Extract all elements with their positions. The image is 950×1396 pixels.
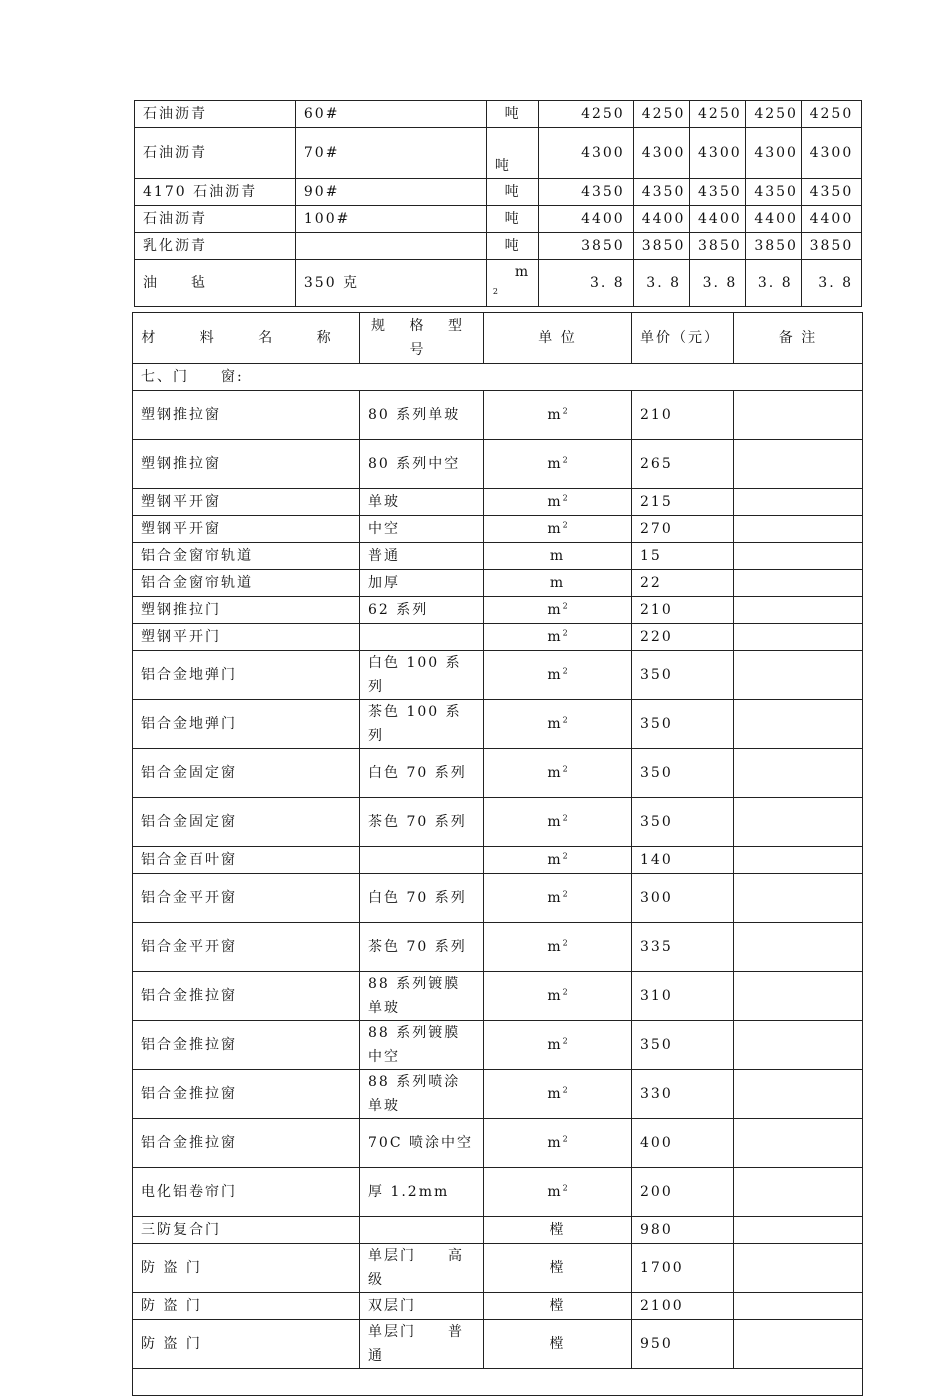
table-row: [133, 440, 863, 489]
material-unit: [484, 847, 632, 874]
material-unit: [484, 489, 632, 516]
material-unit: [484, 1217, 632, 1244]
unit-price: 400: [632, 1119, 734, 1168]
table-row: [133, 972, 863, 1021]
unit-price: 350: [632, 651, 734, 700]
material-name: 塑钢推拉窗: [133, 440, 360, 489]
unit-symbol: m: [547, 1184, 563, 1200]
price-value: 4250: [633, 101, 689, 128]
table-row: [133, 570, 863, 597]
material-name: 电化铝卷帘门: [133, 1168, 360, 1217]
material-spec: [360, 847, 484, 874]
material-spec: 88 系列镀膜中空: [360, 1021, 484, 1070]
price-value: 3850: [633, 233, 689, 260]
material-name: 铝合金推拉窗: [133, 972, 360, 1021]
price-value: 4250: [690, 101, 746, 128]
remark: [734, 1168, 863, 1217]
material-unit: [484, 1168, 632, 1217]
material-name: 铝合金推拉窗: [133, 1119, 360, 1168]
material-spec: 茶色 70 系列: [360, 798, 484, 847]
empty-row: [133, 1369, 863, 1396]
price-value: 4350: [633, 179, 689, 206]
price-value: 3. 8: [539, 260, 634, 307]
material-name: 油 毡: [135, 260, 296, 307]
table-row: [135, 233, 862, 260]
unit-price: 2100: [632, 1293, 734, 1320]
unit-symbol: m: [547, 939, 563, 955]
remark: [734, 923, 863, 972]
price-value: 4350: [746, 179, 801, 206]
remark: [734, 972, 863, 1021]
unit-price: 300: [632, 874, 734, 923]
material-name: 铝合金地弹门: [133, 700, 360, 749]
material-name: 防 盗 门: [133, 1293, 360, 1320]
unit-price: 350: [632, 749, 734, 798]
table-row: [133, 391, 863, 440]
material-unit: [484, 543, 632, 570]
empty-cell: [133, 1369, 863, 1396]
table-row: [133, 1293, 863, 1320]
material-unit: [484, 624, 632, 651]
material-unit: [484, 1320, 632, 1369]
unit-symbol: m: [547, 629, 563, 645]
material-unit: [484, 972, 632, 1021]
remark: [734, 874, 863, 923]
unit-symbol: m: [547, 1135, 563, 1151]
unit-price: 215: [632, 489, 734, 516]
material-unit: [484, 1021, 632, 1070]
table-row: [133, 543, 863, 570]
material-spec: 80 系列单玻: [360, 391, 484, 440]
unit-superscript: 2: [562, 628, 568, 638]
unit-superscript: 2: [562, 520, 568, 530]
material-spec: 普通: [360, 543, 484, 570]
material-name: 塑钢推拉门: [133, 597, 360, 624]
material-unit: [484, 1244, 632, 1293]
table-row: [133, 847, 863, 874]
unit-symbol: m: [547, 988, 563, 1004]
material-unit: 吨: [486, 101, 538, 128]
table-row: [133, 749, 863, 798]
unit-price: 980: [632, 1217, 734, 1244]
header-row: [133, 313, 863, 364]
unit-superscript: 2: [562, 406, 568, 416]
price-value: 4400: [746, 206, 801, 233]
table-row: [133, 597, 863, 624]
price-value: 4400: [539, 206, 634, 233]
unit-superscript: 2: [562, 764, 568, 774]
remark: [734, 847, 863, 874]
material-unit: 吨: [486, 179, 538, 206]
material-unit: [484, 874, 632, 923]
unit-price: 220: [632, 624, 734, 651]
material-unit: [484, 700, 632, 749]
price-value: 4400: [690, 206, 746, 233]
material-name: 石油沥青: [135, 128, 296, 179]
remark: [734, 1244, 863, 1293]
material-spec: 350 克: [295, 260, 486, 307]
remark: [734, 489, 863, 516]
price-value: 3. 8: [690, 260, 746, 307]
price-value: 4400: [801, 206, 861, 233]
header-spec: 规 格 型 号: [360, 313, 484, 364]
remark: [734, 597, 863, 624]
remark: [734, 391, 863, 440]
price-value: 4250: [539, 101, 634, 128]
material-unit: 吨: [486, 128, 538, 179]
material-name: 铝合金推拉窗: [133, 1070, 360, 1119]
price-value: 4250: [801, 101, 861, 128]
unit-symbol: m: [547, 1086, 563, 1102]
price-value: 4300: [690, 128, 746, 179]
table-row: [133, 489, 863, 516]
material-name: 铝合金百叶窗: [133, 847, 360, 874]
remark: [734, 1320, 863, 1369]
table-row: [133, 1021, 863, 1070]
price-value: 3850: [690, 233, 746, 260]
unit-symbol: m: [547, 494, 563, 510]
material-unit: [486, 260, 538, 307]
material-spec: 加厚: [360, 570, 484, 597]
material-unit: [484, 597, 632, 624]
price-value: 4300: [746, 128, 801, 179]
unit-price: 200: [632, 1168, 734, 1217]
table-row: [133, 798, 863, 847]
price-value: 4300: [539, 128, 634, 179]
unit-price: 265: [632, 440, 734, 489]
remark: [734, 749, 863, 798]
price-value: 4300: [801, 128, 861, 179]
unit-price: 950: [632, 1320, 734, 1369]
unit-superscript: 2: [562, 1183, 568, 1193]
price-value: 4300: [633, 128, 689, 179]
price-value: 3850: [746, 233, 801, 260]
material-spec: 双层门: [360, 1293, 484, 1320]
header-note: 备 注: [734, 313, 863, 364]
material-spec: 单玻: [360, 489, 484, 516]
price-value: 4350: [690, 179, 746, 206]
material-name: 铝合金地弹门: [133, 651, 360, 700]
table-row: [133, 1320, 863, 1369]
material-spec: 单层门 普通: [360, 1320, 484, 1369]
material-name: 防 盗 门: [133, 1320, 360, 1369]
table-row: [135, 206, 862, 233]
table-row: [133, 700, 863, 749]
material-name: 防 盗 门: [133, 1244, 360, 1293]
remark: [734, 570, 863, 597]
unit-symbol: 樘: [549, 1298, 566, 1314]
unit-price: 140: [632, 847, 734, 874]
unit-price: 350: [632, 700, 734, 749]
header-price: 单价（元）: [632, 313, 734, 364]
unit-superscript: 2: [562, 1134, 568, 1144]
unit-symbol: m: [547, 890, 563, 906]
unit-symbol: m: [547, 852, 563, 868]
table-row: [133, 651, 863, 700]
unit-superscript: 2: [562, 666, 568, 676]
unit-superscript: 2: [562, 987, 568, 997]
unit-symbol: m: [549, 548, 566, 564]
unit-superscript: 2: [562, 715, 568, 725]
unit-superscript: 2: [562, 1085, 568, 1095]
remark: [734, 543, 863, 570]
table-row: [133, 1070, 863, 1119]
table-row: [135, 260, 862, 307]
doors-windows-price-table: [132, 312, 863, 1396]
price-value: 4350: [539, 179, 634, 206]
unit-symbol: m: [547, 602, 563, 618]
material-unit: [484, 1293, 632, 1320]
unit-price: 350: [632, 1021, 734, 1070]
unit-superscript: 2: [562, 813, 568, 823]
material-spec: [360, 624, 484, 651]
unit-price: 330: [632, 1070, 734, 1119]
remark: [734, 1119, 863, 1168]
material-spec: 茶色 70 系列: [360, 923, 484, 972]
unit-price: 270: [632, 516, 734, 543]
unit-superscript: 2: [562, 493, 568, 503]
material-name: 铝合金固定窗: [133, 798, 360, 847]
table-row: [133, 1168, 863, 1217]
material-unit: [484, 1070, 632, 1119]
remark: [734, 798, 863, 847]
price-value: 4250: [746, 101, 801, 128]
unit-symbol: m: [547, 407, 563, 423]
material-name: 铝合金平开窗: [133, 923, 360, 972]
table-row: [133, 1217, 863, 1244]
price-value: 4350: [801, 179, 861, 206]
material-spec: 厚 1.2mm: [360, 1168, 484, 1217]
unit-symbol: m: [547, 667, 563, 683]
material-name: 石油沥青: [135, 101, 296, 128]
unit-superscript: 2: [562, 455, 568, 465]
unit-price: 15: [632, 543, 734, 570]
material-unit: 吨: [486, 206, 538, 233]
material-spec: [295, 233, 486, 260]
remark: [734, 440, 863, 489]
unit-symbol: m: [549, 575, 566, 591]
material-spec: [360, 1217, 484, 1244]
material-unit: [484, 440, 632, 489]
table-row: [133, 874, 863, 923]
material-name: 铝合金固定窗: [133, 749, 360, 798]
material-spec: 80 系列中空: [360, 440, 484, 489]
remark: [734, 700, 863, 749]
unit-symbol: m: [547, 765, 563, 781]
price-value: 3. 8: [746, 260, 801, 307]
unit-price: 22: [632, 570, 734, 597]
remark: [734, 651, 863, 700]
material-name: 铝合金平开窗: [133, 874, 360, 923]
unit-superscript: 2: [562, 938, 568, 948]
material-name: 铝合金推拉窗: [133, 1021, 360, 1070]
unit-price: 210: [632, 597, 734, 624]
unit-superscript: 2: [562, 1036, 568, 1046]
unit-superscript: 2: [562, 889, 568, 899]
section-title: 七、门 窗:: [133, 364, 863, 391]
table-row: [135, 128, 862, 179]
table-row: [135, 179, 862, 206]
asphalt-price-table: [134, 100, 862, 307]
material-unit: [484, 651, 632, 700]
remark: [734, 516, 863, 543]
material-name: 塑钢平开窗: [133, 489, 360, 516]
table-row: [133, 624, 863, 651]
unit-symbol: m: [547, 1037, 563, 1053]
unit-price: 335: [632, 923, 734, 972]
material-spec: 88 系列镀膜单玻: [360, 972, 484, 1021]
price-value: 3. 8: [633, 260, 689, 307]
unit-price: 1700: [632, 1244, 734, 1293]
unit-symbol: m: [514, 264, 531, 280]
material-name: 塑钢推拉窗: [133, 391, 360, 440]
material-spec: 100#: [295, 206, 486, 233]
material-spec: 62 系列: [360, 597, 484, 624]
price-value: 3. 8: [801, 260, 861, 307]
material-spec: 茶色 100 系列: [360, 700, 484, 749]
unit-symbol: m: [547, 814, 563, 830]
material-spec: 70C 喷涂中空: [360, 1119, 484, 1168]
material-unit: [484, 798, 632, 847]
table-row: [135, 101, 862, 128]
section-row: [133, 364, 863, 391]
unit-symbol: 樘: [549, 1222, 566, 1238]
unit-price: 210: [632, 391, 734, 440]
material-spec: 白色 100 系列: [360, 651, 484, 700]
material-name: 塑钢平开门: [133, 624, 360, 651]
price-value: 3850: [539, 233, 634, 260]
material-unit: [484, 923, 632, 972]
remark: [734, 1293, 863, 1320]
material-spec: 90#: [295, 179, 486, 206]
material-name: 乳化沥青: [135, 233, 296, 260]
material-unit: 吨: [486, 233, 538, 260]
material-name: 铝合金窗帘轨道: [133, 570, 360, 597]
table-row: [133, 1244, 863, 1293]
material-unit: [484, 391, 632, 440]
material-name: 石油沥青: [135, 206, 296, 233]
material-name: 铝合金窗帘轨道: [133, 543, 360, 570]
material-unit: [484, 749, 632, 798]
header-unit: 单 位: [484, 313, 632, 364]
material-unit: [484, 570, 632, 597]
material-spec: 白色 70 系列: [360, 874, 484, 923]
material-spec: 白色 70 系列: [360, 749, 484, 798]
material-name: 4170 石油沥青: [135, 179, 296, 206]
material-name: 塑钢平开窗: [133, 516, 360, 543]
unit-symbol: 樘: [549, 1336, 566, 1352]
material-spec: 70#: [295, 128, 486, 179]
unit-symbol: m: [547, 456, 563, 472]
table-row: [133, 1119, 863, 1168]
header-name: 材 料 名 称: [133, 313, 360, 364]
table-row: [133, 923, 863, 972]
material-name: 三防复合门: [133, 1217, 360, 1244]
unit-price: 350: [632, 798, 734, 847]
unit-symbol: m: [547, 521, 563, 537]
price-value: 3850: [801, 233, 861, 260]
unit-superscript: 2: [562, 851, 568, 861]
material-spec: 88 系列喷涂单玻: [360, 1070, 484, 1119]
remark: [734, 1217, 863, 1244]
unit-superscript: 2: [562, 601, 568, 611]
price-value: 4400: [633, 206, 689, 233]
material-spec: 单层门 高级: [360, 1244, 484, 1293]
material-spec: 中空: [360, 516, 484, 543]
unit-symbol: m: [547, 716, 563, 732]
table-row: [133, 516, 863, 543]
unit-price: 310: [632, 972, 734, 1021]
material-spec: 60#: [295, 101, 486, 128]
remark: [734, 1070, 863, 1119]
material-unit: [484, 1119, 632, 1168]
material-unit: [484, 516, 632, 543]
unit-subscript: 2: [492, 287, 501, 296]
remark: [734, 624, 863, 651]
remark: [734, 1021, 863, 1070]
unit-symbol: 樘: [549, 1260, 566, 1276]
